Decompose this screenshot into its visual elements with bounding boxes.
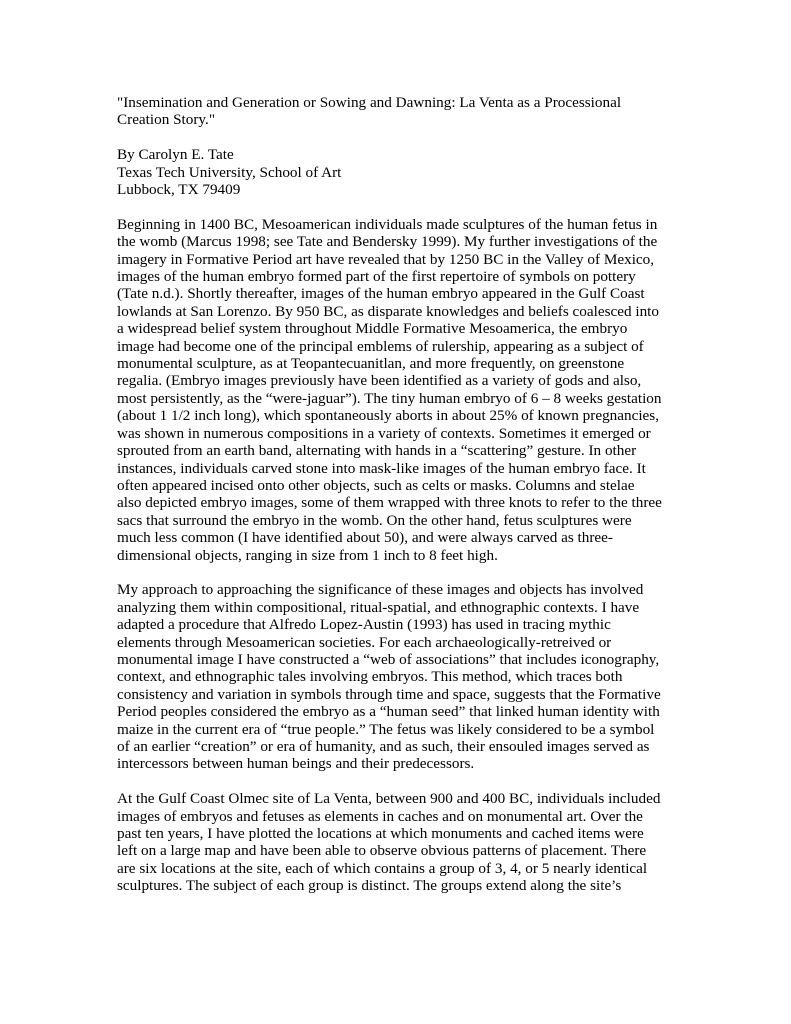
author-byline: By Carolyn E. Tate: [117, 146, 234, 164]
body-paragraph-3: At the Gulf Coast Olmec site of La Venta, between 900 and 400 BC, individuals included images of embryos and fetuses as elements in caches and on monumental art. Over the past ten years, I have plotted the locations at which monuments and cached items were left on a large map and have been able to observe obvious patterns of placement. There are six locations at the site, each of which contains a group of 3, 4, or 5 nearly identical sculptures. The subject of each group is distinct. The groups extend along the site’s: [117, 790, 661, 895]
author-block: [117, 146, 677, 198]
body-paragraph-2: My approach to approaching the significance of these images and objects has involved analyzing them within compositional, ritual-spatial, and ethnographic contexts. I have adapted a procedure that Alfredo Lopez-Austin (1993) has used in tracing mythic elements through Mesoamerican societies. For each archaeologically-retreived or monumental image I have constructed a “web of associations” that includes iconography, context, and ethnographic tales involving embryos. This method, which traces both consistency and variation in symbols through time and space, suggests that the Formative Period peoples considered the embryo as a “human seed” that linked human identity with maize in the current era of “true people.” The fetus was likely considered to be a symbol of an earlier “creation” or era of humanity, and as such, their ensouled images served as intercessors between human beings and their predecessors.: [117, 581, 661, 773]
document-title: "Insemination and Generation or Sowing and Dawning: La Venta as a Processional Creation Story.": [117, 94, 622, 129]
body-paragraph-1: Beginning in 1400 BC, Mesoamerican individuals made sculptures of the human fetus in the womb (Marcus 1998; see Tate and Bendersky 1999). My further investigations of the imagery in Formative Period art have revealed that by 1250 BC in the Valley of Mexico, images of the human embryo formed part of the first repertoire of symbols on pottery (Tate n.d.). Shortly thereafter, images of the human embryo appeared in the Gulf Coast lowlands at San Lorenzo. By 950 BC, as disparate knowledges and beliefs coalesced into a widespread belief system throughout Middle Formative Mesoamerica, the embryo image had become one of the principal emblems of rulership, appearing as a subject of monumental sculpture, as at Teopantecuanitlan, and more frequently, on greenstone regalia. (Embryo images previously have been identified as a variety of gods and also, most persistently, as the “were-jaguar”). The tiny human embryo of 6 – 8 weeks gestation (about 1 1/2 inch long), which spontaneously aborts in about 25% of known pregnancies, was shown in numerous compositions in a variety of contexts. Sometimes it emerged or sprouted from an earth band, alternating with hands in a “scattering” gesture. In other instances, individuals carved stone into mask-like images of the human embryo face. It often appeared incised onto other objects, such as celts or masks. Columns and stelae also depicted embryo images, some of them wrapped with three knots to refer to the three sacs that surround the embryo in the womb. On the other hand, fetus sculptures were much less common (I have identified about 50), and were always carved as three- dimensional objects, ranging in size from 1 inch to 8 feet high.: [117, 215, 662, 564]
document-page: [117, 94, 677, 912]
author-affiliation: Texas Tech University, School of Art: [117, 163, 342, 181]
author-address: Lubbock, TX 79409: [117, 181, 241, 199]
